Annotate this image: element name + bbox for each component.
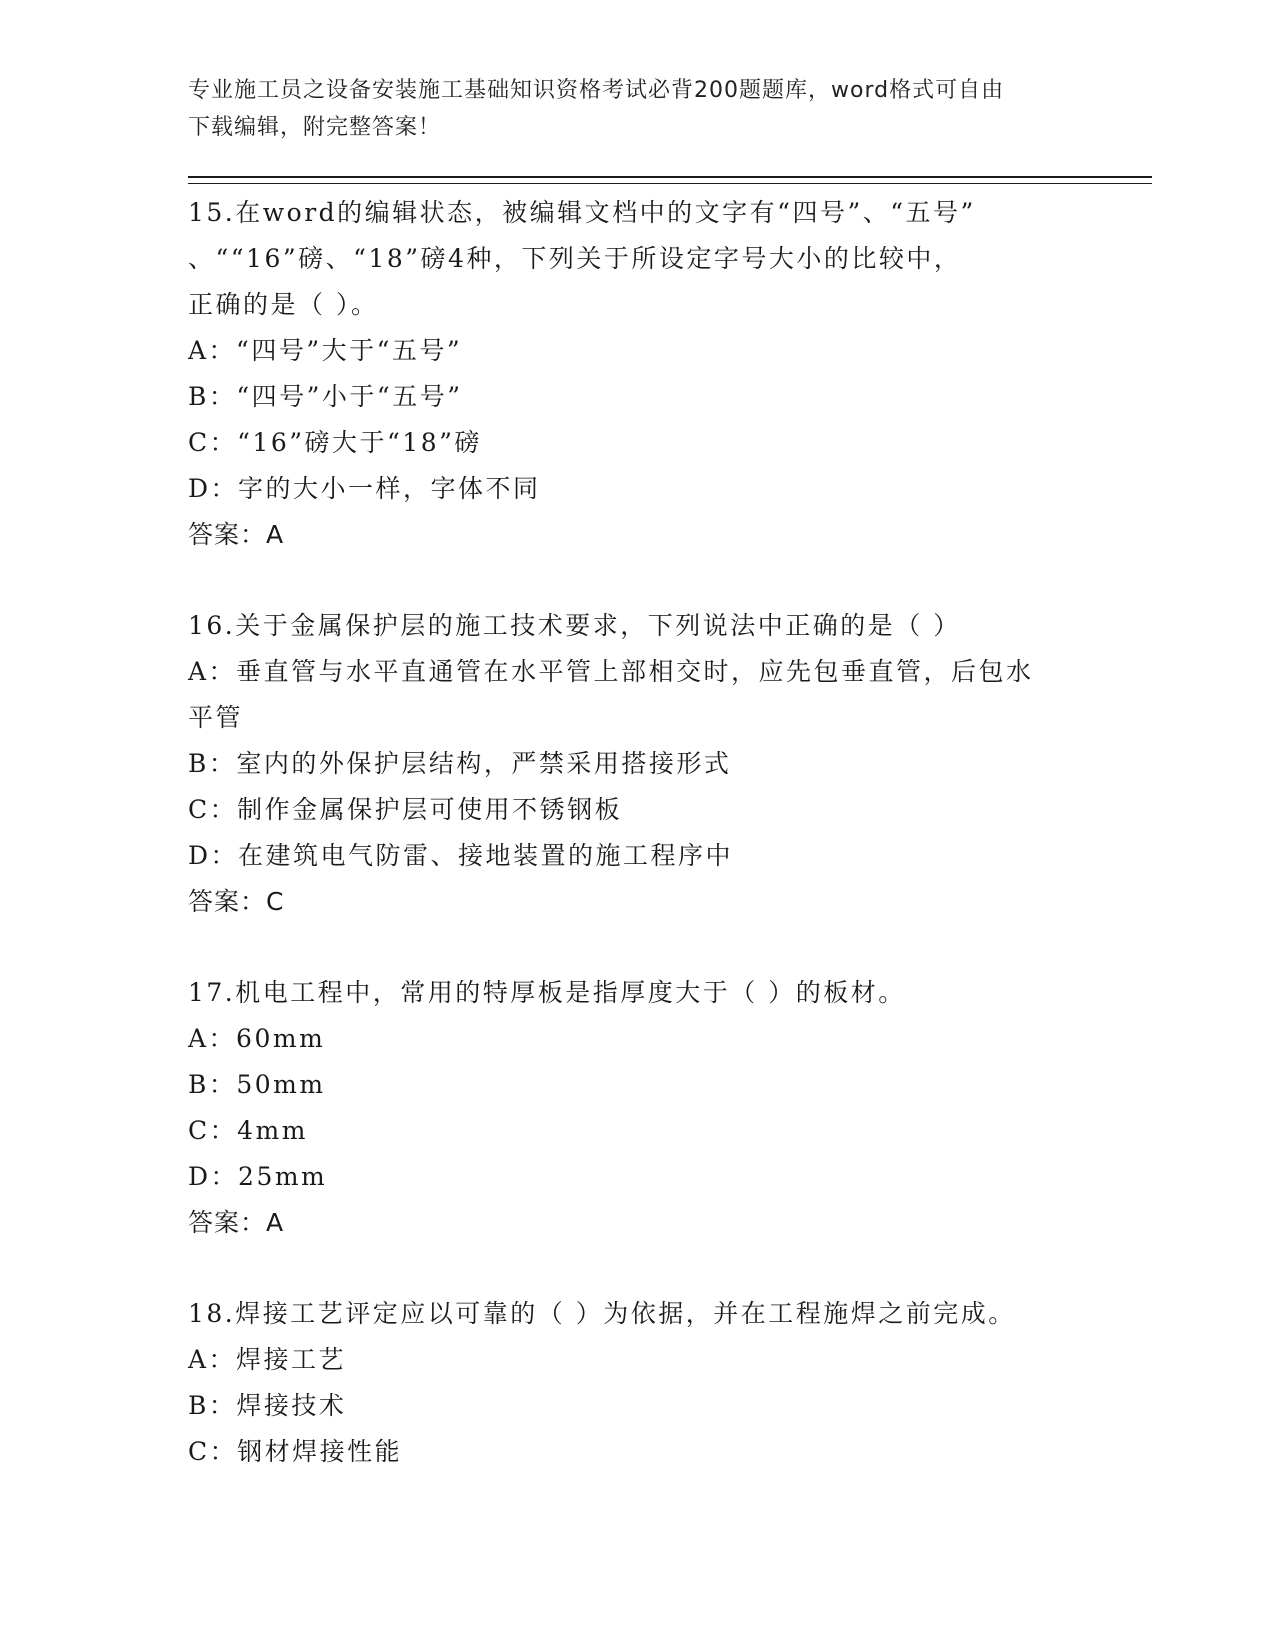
- question-stem-line: 、““16”磅、“18”磅4种，下列关于所设定字号大小的比较中，: [188, 244, 962, 273]
- question-stem-line: 16.关于金属保护层的施工技术要求，下列说法中正确的是（ ）: [188, 611, 961, 640]
- answer-key: 答案：C: [188, 887, 285, 916]
- answer-option: B：焊接技术: [188, 1391, 347, 1420]
- answer-option: B：室内的外保护层结构，严禁采用搭接形式: [188, 749, 732, 778]
- answer-option: B：“四号”小于“五号”: [188, 382, 463, 411]
- answer-key: 答案：A: [188, 520, 285, 549]
- answer-option: C：制作金属保护层可使用不锈钢板: [188, 795, 623, 824]
- question-block: [188, 190, 1078, 558]
- answer-option: B：50mm: [188, 1070, 326, 1099]
- answer-option: A：焊接工艺: [188, 1345, 347, 1374]
- answer-option: A：垂直管与水平直通管在水平管上部相交时，应先包垂直管，后包水: [188, 657, 1034, 686]
- question-stem-line: 17.机电工程中，常用的特厚板是指厚度大于（ ）的板材。: [188, 978, 906, 1007]
- answer-option: D：在建筑电气防雷、接地装置的施工程序中: [188, 841, 734, 870]
- answer-option: C：“16”磅大于“18”磅: [188, 428, 482, 457]
- header-line: 下载编辑，附完整答案！: [188, 115, 442, 140]
- answer-option: D：25mm: [188, 1162, 328, 1191]
- header-divider-thin: [188, 183, 1152, 184]
- question-stem-line: 15.在word的编辑状态，被编辑文档中的文字有“四号”、“五号”: [188, 198, 976, 227]
- answer-option: C：钢材焊接性能: [188, 1437, 403, 1466]
- question-stem-line: 正确的是（ ）。: [188, 290, 379, 319]
- answer-option: C：4mm: [188, 1116, 308, 1145]
- question-list: [188, 190, 1078, 1520]
- header-divider-thick: [188, 176, 1152, 178]
- question-block: [188, 1291, 1078, 1475]
- answer-key: 答案：A: [188, 1208, 285, 1237]
- header-line: 专业施工员之设备安装施工基础知识资格考试必背200题题库，word格式可自由: [188, 78, 1005, 103]
- question-block: [188, 970, 1078, 1246]
- answer-option: A：“四号”大于“五号”: [188, 336, 463, 365]
- answer-option: A：60mm: [188, 1024, 326, 1053]
- answer-option: 平管: [188, 703, 244, 732]
- question-block: [188, 603, 1078, 925]
- answer-option: D：字的大小一样，字体不同: [188, 474, 541, 503]
- question-stem-line: 18.焊接工艺评定应以可靠的（ ）为依据，并在工程施焊之前完成。: [188, 1299, 1016, 1328]
- document-header: [188, 72, 1068, 146]
